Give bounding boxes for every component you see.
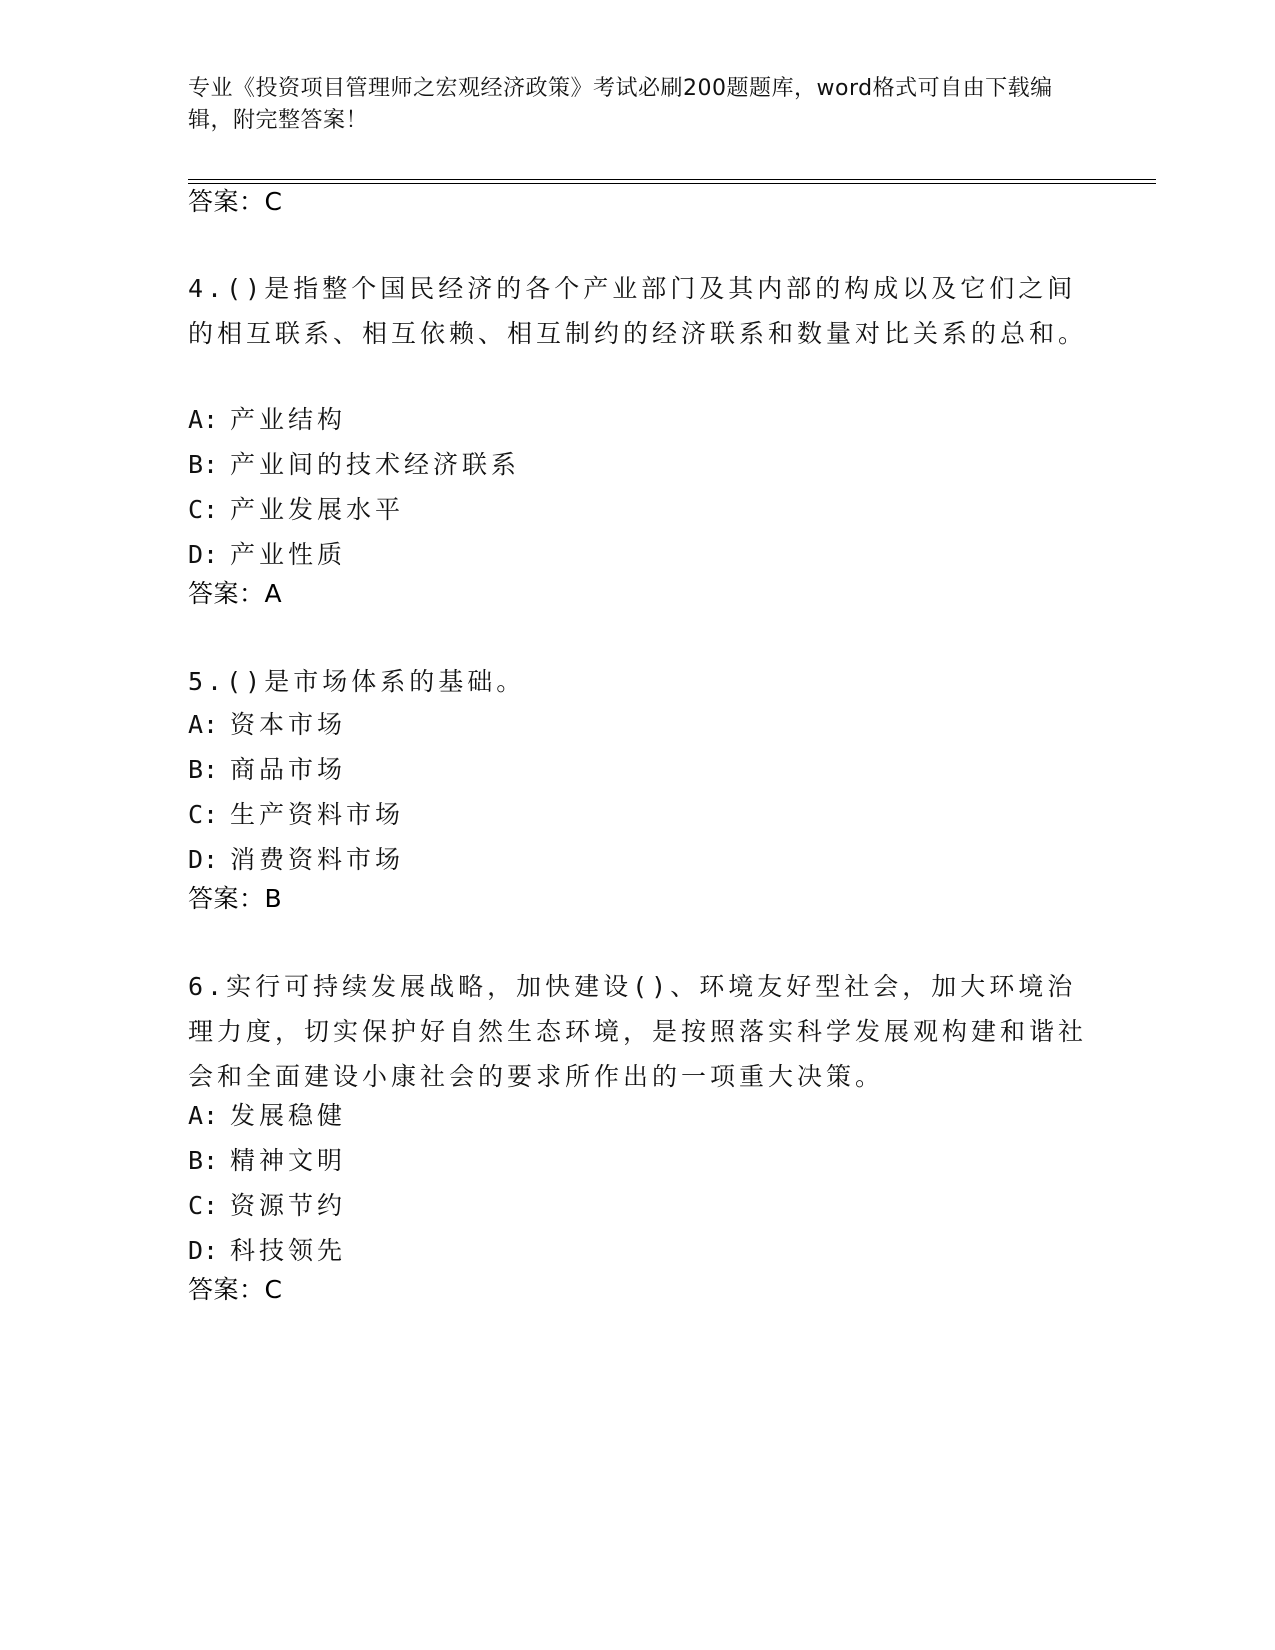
option-label: A: xyxy=(188,405,219,434)
question-block xyxy=(188,964,1088,1099)
option-item xyxy=(188,397,1088,442)
option-text: 产业间的技术经济联系 xyxy=(230,450,521,479)
option-list xyxy=(188,702,1088,882)
option-item xyxy=(188,792,1088,837)
answer-line: 答案：C xyxy=(188,1275,283,1304)
option-text: 消费资料市场 xyxy=(230,845,405,874)
option-label: B: xyxy=(188,1146,219,1175)
option-label: C: xyxy=(188,800,219,829)
option-text: 生产资料市场 xyxy=(230,800,405,829)
answer-line: 答案：A xyxy=(188,579,283,608)
option-list xyxy=(188,397,1088,577)
option-text: 产业发展水平 xyxy=(230,495,405,524)
option-label: B: xyxy=(188,755,219,784)
option-text: 商品市场 xyxy=(230,755,347,784)
option-label: D: xyxy=(188,1236,219,1265)
answer-line: 答案：C xyxy=(188,187,283,216)
option-text: 资本市场 xyxy=(230,710,347,739)
option-label: D: xyxy=(188,845,219,874)
option-item xyxy=(188,702,1088,747)
option-label: C: xyxy=(188,1191,219,1220)
option-item xyxy=(188,1183,1088,1228)
question-stem: 4.()是指整个国民经济的各个产业部门及其内部的构成以及它们之间的相互联系、相互依赖、相互制约的经济联系和数量对比关系的总和。 xyxy=(188,274,1088,348)
option-item xyxy=(188,487,1088,532)
question-stem: 5.()是市场体系的基础。 xyxy=(188,667,526,696)
option-item xyxy=(188,1093,1088,1138)
option-text: 资源节约 xyxy=(230,1191,347,1220)
option-label: C: xyxy=(188,495,219,524)
option-item xyxy=(188,837,1088,882)
option-label: B: xyxy=(188,450,219,479)
option-item xyxy=(188,1138,1088,1183)
option-item xyxy=(188,747,1088,792)
option-label: D: xyxy=(188,540,219,569)
option-list xyxy=(188,1093,1088,1273)
header-divider xyxy=(188,179,1156,180)
question-block xyxy=(188,659,1088,704)
option-text: 发展稳健 xyxy=(230,1101,347,1130)
question-stem: 6.实行可持续发展战略，加快建设()、环境友好型社会，加大环境治理力度，切实保护好自然生态环境，是按照落实科学发展观构建和谐社会和全面建设小康社会的要求所作出的一项重大决策。 xyxy=(188,972,1088,1091)
question-block xyxy=(188,266,1088,356)
answer-line: 答案：B xyxy=(188,884,283,913)
option-text: 产业结构 xyxy=(230,405,347,434)
option-item xyxy=(188,1228,1088,1273)
option-text: 产业性质 xyxy=(230,540,347,569)
option-item xyxy=(188,532,1088,577)
option-text: 精神文明 xyxy=(230,1146,347,1175)
option-text: 科技领先 xyxy=(230,1236,347,1265)
option-label: A: xyxy=(188,710,219,739)
option-label: A: xyxy=(188,1101,219,1130)
document-header: 专业《投资项目管理师之宏观经济政策》考试必刷200题题库，word格式可自由下载编辑，附完整答案！ xyxy=(188,76,1053,133)
option-item xyxy=(188,442,1088,487)
